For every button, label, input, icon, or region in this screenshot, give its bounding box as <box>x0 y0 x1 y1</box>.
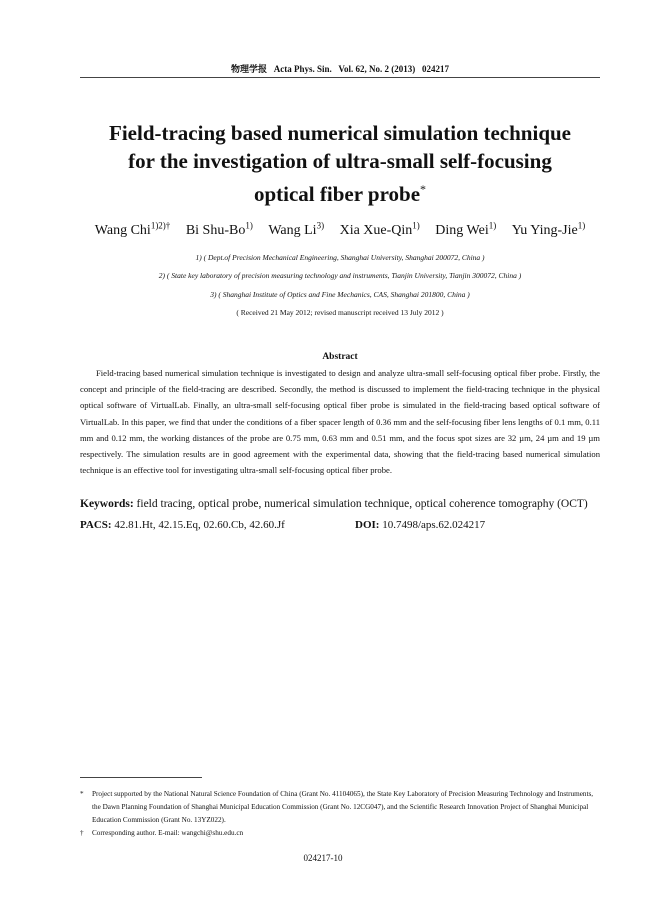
doi-label: DOI: <box>355 519 380 531</box>
doi <box>355 519 485 531</box>
pacs-doi-line <box>80 519 600 531</box>
footnote-funding: * Project supported by the National Natural Science Foundation of China (Grant No. 41104065), the State Key Laboratory of Precision Measuring Technology and Instruments, the Dawn Planning Foundation of Shanghai Municipal Education Commission (Grant No. 12CG047), and the Scientific Research Innovation Project of Shanghai Municipal Education Commission (Grant No. 13YZ022). <box>80 790 594 824</box>
author: Ding Wei$^{1)}$ <box>435 220 497 238</box>
author: Yu Ying-Jie$^{1)}$ <box>511 220 586 238</box>
author: Wang Chi$^{1)2)\dagger}$ <box>94 220 171 238</box>
abstract-text: Field-tracing based numerical simulation technique is investigated to design and analyze ultra-small self-focusing optical fiber probe. Firstly, the concept and principle of the field-tracing are described. Secondly, the method is discussed to implement the field-tracing technique in the physical optical software of VirtualLab. Finally, an ultra-small self-focusing optical fiber probe is simulated in the field-tracing based optical software of VirtualLab. In this paper, we find that under the conditions of a fiber spacer length of 0.36 mm and the self-focusing fiber lens lengths of 0.1 mm, 0.11 mm and 0.12 mm, the working distances of the probe are 0.75 mm, 0.63 mm and 0.51 mm, and the focus spot sizes are 32 µm, 24 µm and 19 µm respectively. The simulation results are in good agreement with the experimental data, showing that the field-tracing based numerical simulation technique is an effective tool for investigating ultra-small self-focusing optical fiber probe. <box>80 368 600 476</box>
article-number: 024217 <box>422 64 450 74</box>
doi-value[interactable]: 10.7498/aps.62.024217 <box>382 519 486 531</box>
author: Wang Li$^{3)}$ <box>268 220 325 238</box>
title-line: optical fiber probe* <box>253 182 427 206</box>
abstract-heading: Abstract <box>322 352 358 362</box>
affiliation: 1) ( Dept.of Precision Mechanical Engineering, Shanghai University, Shanghai 200072, China ) <box>195 253 485 262</box>
author-list <box>70 220 610 239</box>
journal-name-cn: 物理学报 <box>230 64 267 74</box>
footnote-divider <box>80 777 202 778</box>
keywords-label: Keywords: <box>80 498 134 510</box>
journal-name-en: Acta Phys. Sin. <box>273 64 332 74</box>
paper-title <box>50 119 630 208</box>
title-line: Field-tracing based numerical simulation technique <box>109 121 571 145</box>
title-footnote-mark: * <box>420 182 427 196</box>
affiliation: 3) ( Shanghai Institute of Optics and Fine Mechanics, CAS, Shanghai 201800, China ) <box>210 290 470 299</box>
pacs <box>80 519 285 531</box>
running-head <box>80 62 600 75</box>
footnote-mark: † <box>80 829 84 837</box>
pacs-label: PACS: <box>80 519 112 531</box>
author: Bi Shu-Bo$^{1)}$ <box>185 220 253 238</box>
journal-volume: Vol. 62, No. 2 (2013) <box>338 64 416 74</box>
keywords-value: field tracing, optical probe, numerical simulation technique, optical coherence tomography (OCT) <box>136 498 588 510</box>
footnote-mark: * <box>80 790 84 798</box>
footnotes <box>80 788 600 840</box>
pacs-value: 42.81.Ht, 42.15.Eq, 02.60.Cb, 42.60.Jf <box>114 519 285 531</box>
header-divider <box>80 77 600 78</box>
received-dates: ( Received 21 May 2012; revised manuscript received 13 July 2012 ) <box>236 308 444 317</box>
author: Xia Xue-Qin$^{1)}$ <box>339 220 420 238</box>
keywords <box>80 498 610 510</box>
title-line: for the investigation of ultra-small self-focusing <box>128 149 552 173</box>
footnote-corresponding-author: † Corresponding author. E-mail: wangchi@shu.edu.cn <box>80 827 600 840</box>
affiliation: 2) ( State key laboratory of precision measuring technology and instruments, Tianjin University, Tianjin 300072, China ) <box>158 271 522 280</box>
page-number: 024217-10 <box>303 853 343 863</box>
